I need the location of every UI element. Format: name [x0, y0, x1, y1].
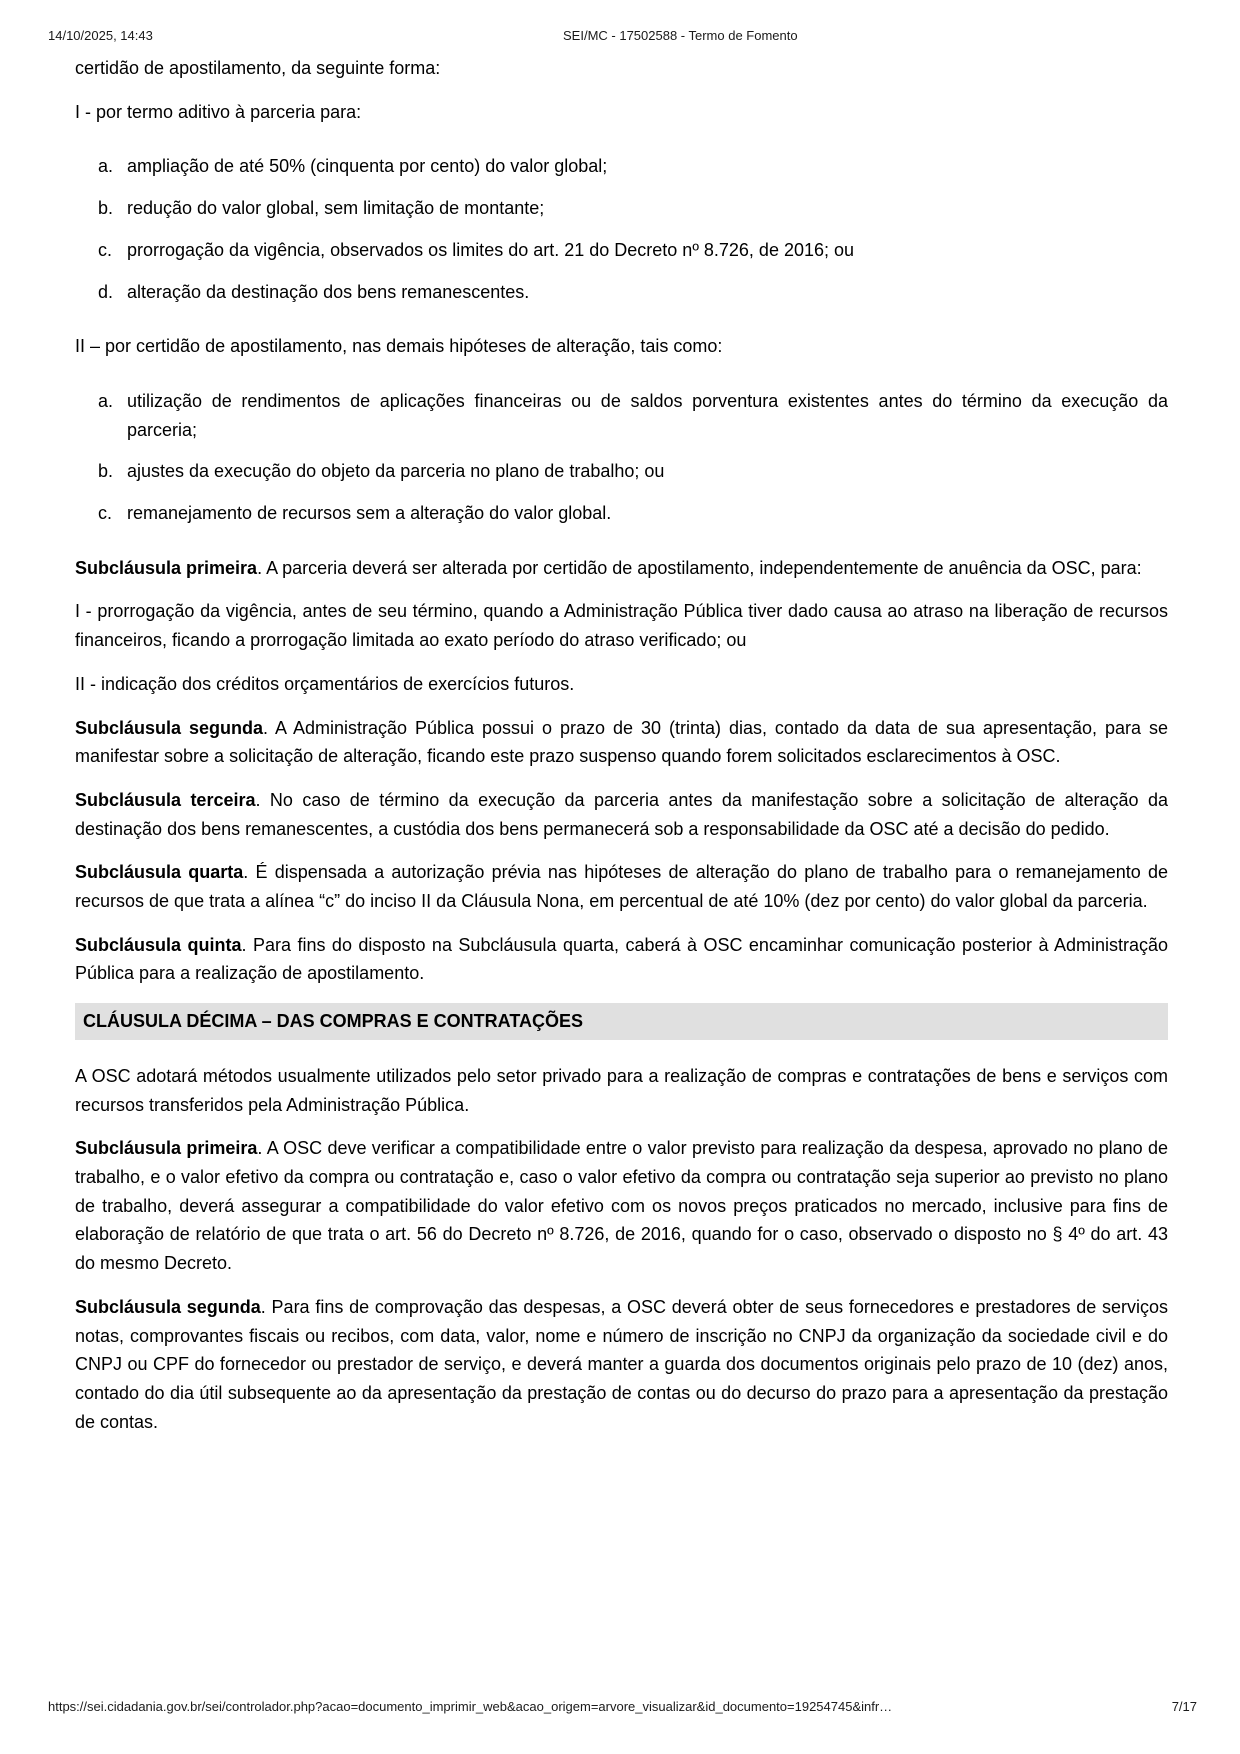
paragraph-lead: Subcláusula segunda	[75, 1296, 261, 1317]
paragraph: I - por termo aditivo à parceria para:	[75, 101, 362, 122]
list-item: ampliação de até 50% (cinquenta por cento) do valor global;	[127, 156, 608, 177]
paragraph-lead: Subcláusula quarta	[75, 862, 244, 883]
paragraph: II - indicação dos créditos orçamentários de exercícios futuros.	[75, 673, 575, 694]
clause-heading: CLÁUSULA DÉCIMA – DAS COMPRAS E CONTRATAÇÕES	[75, 1003, 1168, 1040]
print-header-datetime: 14/10/2025, 14:43	[48, 28, 153, 43]
paragraph: Subcláusula primeira. A parceria deverá ser alterada por certidão de apostilamento, independentemente de anuência da OSC, para:	[75, 557, 1142, 578]
paragraph: I - prorrogação da vigência, antes de seu término, quando a Administração Pública tiver dado causa ao atraso na liberação de recursos financeiros, ficando a prorrogação limitada ao exato período do atraso verificado; ou	[75, 601, 1168, 651]
paragraph: Subcláusula segunda. A Administração Pública possui o prazo de 30 (trinta) dias, contado da data de sua apresentação, para se manifestar sobre a solicitação de alteração, ficando este prazo suspenso quando forem solicitados esclarecimentos à OSC.	[75, 717, 1168, 767]
document-body	[75, 54, 1168, 1451]
paragraph: Subcláusula primeira. A OSC deve verificar a compatibilidade entre o valor previsto para realização da despesa, aprovado no plano de trabalho, e o valor efetivo da compra ou contratação e, caso o valor efetivo da compra ou contratação seja superior ao previsto no plano de trabalho, deverá assegurar a compatibilidade do valor efetivo com os novos preços praticados no mercado, inclusive para fins de elaboração de relatório de que trata o art. 56 do Decreto nº 8.726, de 2016, quando for o caso, observado o disposto no § 4º do art. 43 do mesmo Decreto.	[75, 1138, 1168, 1274]
paragraph: A OSC adotará métodos usualmente utilizados pelo setor privado para a realização de compras e contratações de bens e serviços com recursos transferidos pela Administração Pública.	[75, 1065, 1168, 1115]
print-header-title: SEI/MC - 17502588 - Termo de Fomento	[563, 28, 798, 43]
list-item: alteração da destinação dos bens remanescentes.	[127, 281, 530, 302]
list-item: ajustes da execução do objeto da parceria no plano de trabalho; ou	[127, 461, 665, 482]
paragraph: II – por certidão de apostilamento, nas demais hipóteses de alteração, tais como:	[75, 336, 723, 357]
paragraph-lead: Subcláusula quinta	[75, 934, 242, 955]
page-number: 7/17	[1171, 1699, 1197, 1714]
alpha-list	[75, 387, 1168, 528]
list-item: remanejamento de recursos sem a alteração do valor global.	[127, 503, 612, 524]
footer-url: https://sei.cidadania.gov.br/sei/controlador.php?acao=documento_imprimir_web&acao_origem=arvore_visualizar&id_documento=19254745&infr…	[48, 1699, 893, 1714]
paragraph-lead: Subcláusula primeira	[75, 557, 258, 578]
paragraph: Subcláusula segunda. Para fins de comprovação das despesas, a OSC deverá obter de seus fornecedores e prestadores de serviços notas, comprovantes fiscais ou recibos, com data, valor, nome e número de inscrição no CNPJ da organização da sociedade civil e do CNPJ ou CPF do fornecedor ou prestador de serviço, e deverá manter a guarda dos documentos originais pelo prazo de 10 (dez) anos, contado do dia útil subsequente ao da apresentação da prestação de contas ou do decurso do prazo para a apresentação da prestação de contas.	[75, 1296, 1168, 1432]
paragraph: Subcláusula terceira. No caso de término da execução da parceria antes da manifestação sobre a solicitação de alteração da destinação dos bens remanescentes, a custódia dos bens permanecerá sob a responsabilidade da OSC até a decisão do pedido.	[75, 789, 1168, 839]
list-item: utilização de rendimentos de aplicações financeiras ou de saldos porventura existentes antes do término da execução da parceria;	[127, 390, 1168, 440]
paragraph: Subcláusula quarta. É dispensada a autorização prévia nas hipóteses de alteração do plano de trabalho para o remanejamento de recursos de que trata a alínea “c” do inciso II da Cláusula Nona, em percentual de até 10% (dez por cento) do valor global da parceria.	[75, 862, 1168, 912]
list-item: prorrogação da vigência, observados os limites do art. 21 do Decreto nº 8.726, de 2016; ou	[127, 239, 855, 260]
paragraph-lead: Subcláusula terceira	[75, 789, 256, 810]
paragraph-lead: Subcláusula segunda	[75, 717, 264, 738]
paragraph-lead: Subcláusula primeira	[75, 1138, 258, 1159]
paragraph: certidão de apostilamento, da seguinte forma:	[75, 58, 441, 78]
alpha-list	[75, 152, 1168, 306]
list-item: redução do valor global, sem limitação de montante;	[127, 198, 545, 219]
paragraph: Subcláusula quinta. Para fins do disposto na Subcláusula quarta, caberá à OSC encaminhar comunicação posterior à Administração Pública para a realização de apostilamento.	[75, 934, 1169, 984]
